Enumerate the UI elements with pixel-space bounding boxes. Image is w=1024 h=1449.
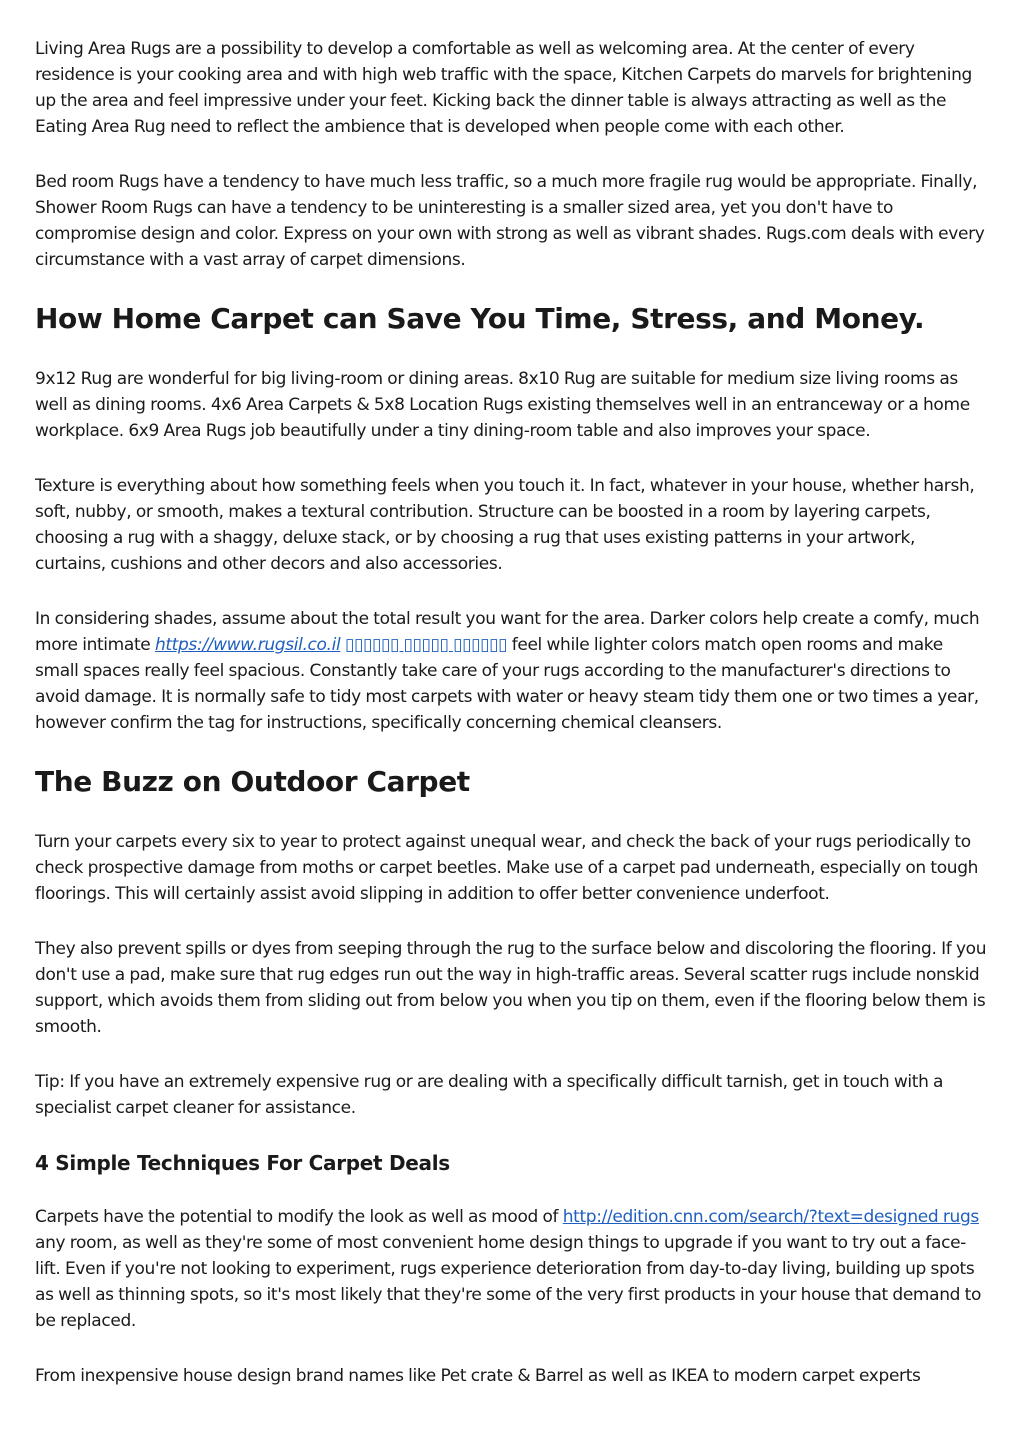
paragraph-rug-sizes: 9x12 Rug are wonderful for big living-room or dining areas. 8x10 Rug are suitable for medium size living rooms as well as dining rooms. 4x6 Area Carpets & 5x8 Location Rugs existing themselves well in an entranceway or a home workplace. 6x9 Area Rugs job beautifully under a tiny dining-room table and also improves your space. — [35, 369, 970, 441]
hebrew-anchor-link[interactable]: ▯▯▯▯▯▯ ▯▯▯▯▯ ▯▯▯▯▯▯ — [344, 635, 508, 655]
paragraph-living-area-rugs: Living Area Rugs are a possibility to develop a comfortable as well as welcoming area. At the center of every residence is your cooking area and with high web traffic with the space, Kitchen Carpets do marvels for brightening up the area and feel impressive under your feet. Kicking back the dinner table is always attracting as well as the Eating Area Rug need to reflect the ambience that is developed when people come with each other. — [35, 39, 972, 137]
paragraph-shades-text-end: feel while lighter colors match open rooms and make small spaces really feel spacious. Constantly take care of your rugs according to the manufacturer's directions to avoid damage. It is normally safe to tidy most carpets with water or heavy steam tidy them one or two times a year, however confirm the tag for instructions, specifically concerning chemical cleansers. — [35, 635, 979, 733]
paragraph-carpets-text-end: any room, as well as they're some of most convenient home design things to upgrade if you want to try out a face-lift. Even if you're not looking to experiment, rugs experience deterioration from day-to-day living, building up spots as well as thinning spots, so it's most likely that they're some of the very first products in your house that demand to be replaced. — [35, 1233, 982, 1331]
cnn-search-link[interactable]: http://edition.cnn.com/search/?text=designed rugs — [562, 1207, 979, 1227]
paragraph-texture: Texture is everything about how something feels when you touch it. In fact, whatever in your house, whether harsh, soft, nubby, or smooth, makes a textural contribution. Structure can be boosted in a room by layering carpets, choosing a rug with a shaggy, deluxe stack, or by choosing a rug that uses existing patterns in your artwork, curtains, cushions and other decors and also accessories. — [35, 476, 975, 574]
heading-home-carpet: How Home Carpet can Save You Time, Stress, and Money. — [35, 302, 925, 335]
paragraph-bed-room-rugs: Bed room Rugs have a tendency to have much less traffic, so a much more fragile rug would be appropriate. Finally, Shower Room Rugs can have a tendency to be uninteresting is a smaller sized area, yet you don't have to compromise design and color. Express on your own with strong as well as vibrant shades. Rugs.com deals with every circumstance with a vast array of carpet dimensions. — [35, 172, 985, 270]
paragraph-turn-carpets: Turn your carpets every six to year to protect against unequal wear, and check the back of your rugs periodically to check prospective damage from moths or carpet beetles. Make use of a carpet pad underneath, especially on tough floorings. This will certainly assist avoid slipping in addition to offer better convenience underfoot. — [35, 832, 979, 904]
rugsil-link[interactable]: https://www.rugsil.co.il — [154, 635, 341, 655]
paragraph-carpets-potential — [35, 1204, 990, 1334]
paragraph-carpets-text-start: Carpets have the potential to modify the look as well as mood of — [35, 1207, 563, 1227]
heading-carpet-deals: 4 Simple Techniques For Carpet Deals — [35, 1151, 450, 1175]
heading-outdoor-carpet: The Buzz on Outdoor Carpet — [35, 765, 470, 798]
paragraph-tip: Tip: If you have an extremely expensive rug or are dealing with a specifically difficult tarnish, get in touch with a specialist carpet cleaner for assistance. — [35, 1072, 944, 1118]
paragraph-inexpensive-brands: From inexpensive house design brand names like Pet crate & Barrel as well as IKEA to modern carpet experts — [35, 1366, 921, 1386]
paragraph-shades — [35, 606, 990, 736]
paragraph-shades-text-start: In considering shades, assume about the total result you want for the area. Darker colors help create a comfy, much more intimate — [35, 609, 980, 655]
paragraph-prevent-spills: They also prevent spills or dyes from seeping through the rug to the surface below and discoloring the flooring. If you don't use a pad, make sure that rug edges run out the way in high-traffic areas. Several scatter rugs include nonskid support, which avoids them from sliding out from below you when you tip on them, even if the flooring below them is smooth. — [35, 939, 987, 1037]
